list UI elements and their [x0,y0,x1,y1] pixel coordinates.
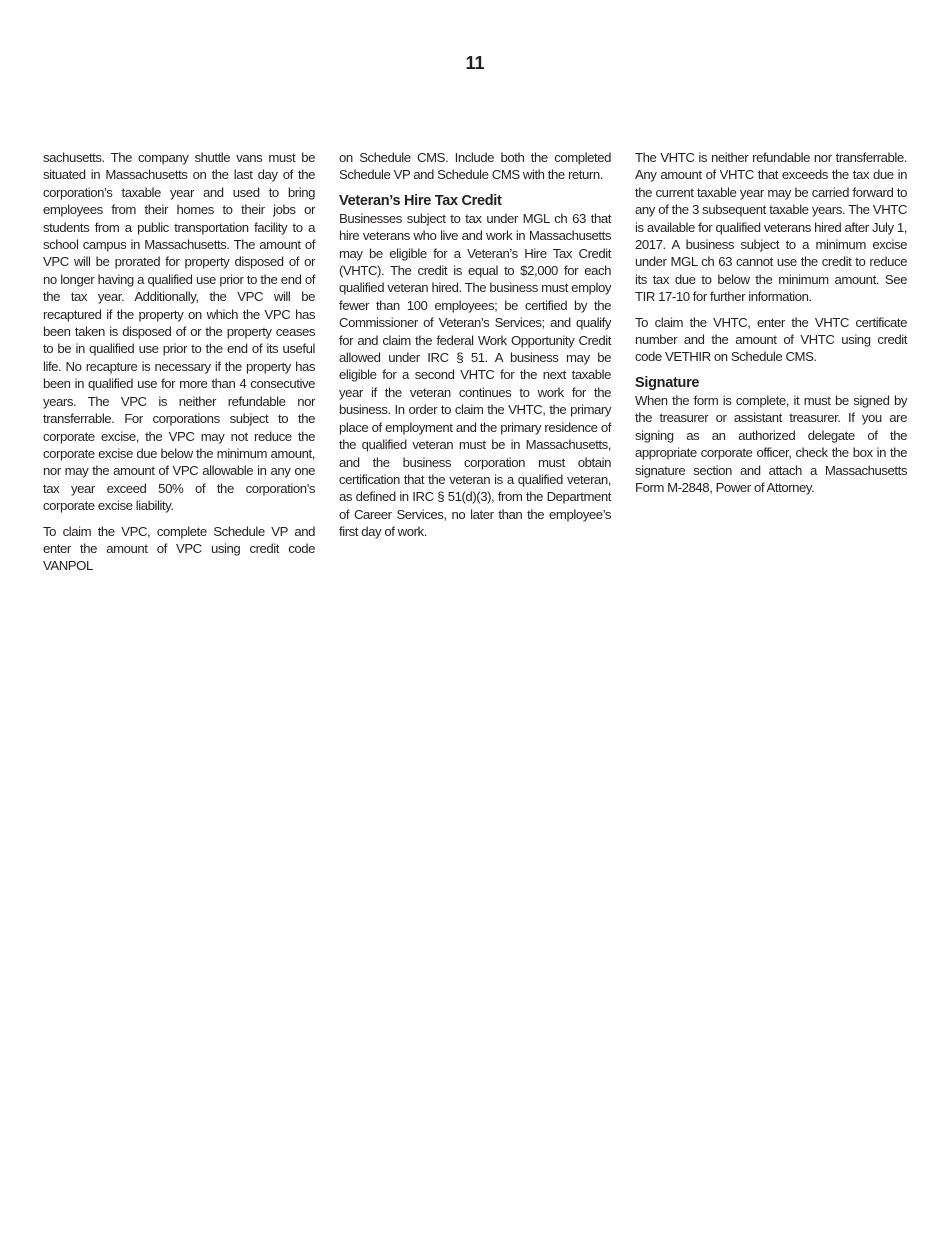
vhtc-carryforward-paragraph: The VHTC is neither refundable nor transferrable. Any amount of VHTC that exceeds the tax due in the current taxable year may be carried forward to any of the 3 subsequent taxable years. The VHTC is available for qualified veterans hired after July 1, 2017. A business subject to a minimum excise under MGL ch 63 cannot use the credit to reduce its tax due to below the minimum amount. See TIR 17-10 for further information. [635,150,907,305]
column-right [635,149,907,504]
vpc-description-paragraph: sachusetts. The company shuttle vans must be situated in Massachusetts on the last day of the corporation’s taxable year and used to bring employees from their homes to their jobs or students from a public transportation facility to a school campus in Massachusetts. The amount of VPC will be prorated for property disposed of or no longer having a qualified use prior to the end of the tax year. Additionally, the VPC will be recaptured if the property on which the VPC has been taken is disposed of or the property ceases to be in qualified use prior to the end of its useful life. No recapture is necessary if the property has been in qualified use for more than 4 consecutive years. The VPC is neither refundable nor transferrable. For corporations subject to the corporate excise, the VPC may not reduce the corporate excise due below the minimum amount, nor may the amount of VPC allowable in any one tax year exceed 50% of the corporation’s corporate excise liability. [43,150,315,514]
vpc-claim-continued-paragraph: on Schedule CMS. Include both the completed Schedule VP and Schedule CMS with the return. [339,150,611,183]
veterans-hire-tax-credit-heading: Veteran’s Hire Tax Credit [339,192,502,209]
vhtc-claim-paragraph: To claim the VHTC, enter the VHTC certificate number and the amount of VHTC using credit code VETHIR on Schedule CMS. [635,314,907,365]
column-left [43,149,315,583]
signature-paragraph: When the form is complete, it must be signed by the treasurer or assistant treasurer. If you are signing as an authorized delegate of the appropriate corporate officer, check the box in the signature section and attach a Massachusetts Form M-2848, Power of Attorney. [635,392,907,495]
page-number: 11 [465,53,485,73]
column-middle [339,149,611,549]
signature-heading: Signature [635,374,700,391]
vpc-claim-paragraph: To claim the VPC, complete Schedule VP and enter the amount of VPC using credit code VANPOL [43,523,315,574]
vhtc-description-paragraph: Businesses subject to tax under MGL ch 63 that hire veterans who live and work in Massachusetts may be eligible for a Veteran’s Hire Tax Credit (VHTC). The credit is equal to $2,000 for each qualified veteran hired. The business must employ fewer than 100 employees; be certified by the Commissioner of Veteran’s Services; and qualify for and claim the federal Work Opportunity Credit allowed under IRC § 51. A business may be eligible for a second VHTC for the next taxable year if the veteran continues to work for the business. In order to claim the VHTC, the primary place of employment and the primary residence of the qualified veteran must be in Massachusetts, and the business corporation must obtain certification that the veteran is a qualified veteran, as defined in IRC § 51(d)(3), from the Department of Career Services, no later than the employee’s first day of work. [339,210,611,540]
